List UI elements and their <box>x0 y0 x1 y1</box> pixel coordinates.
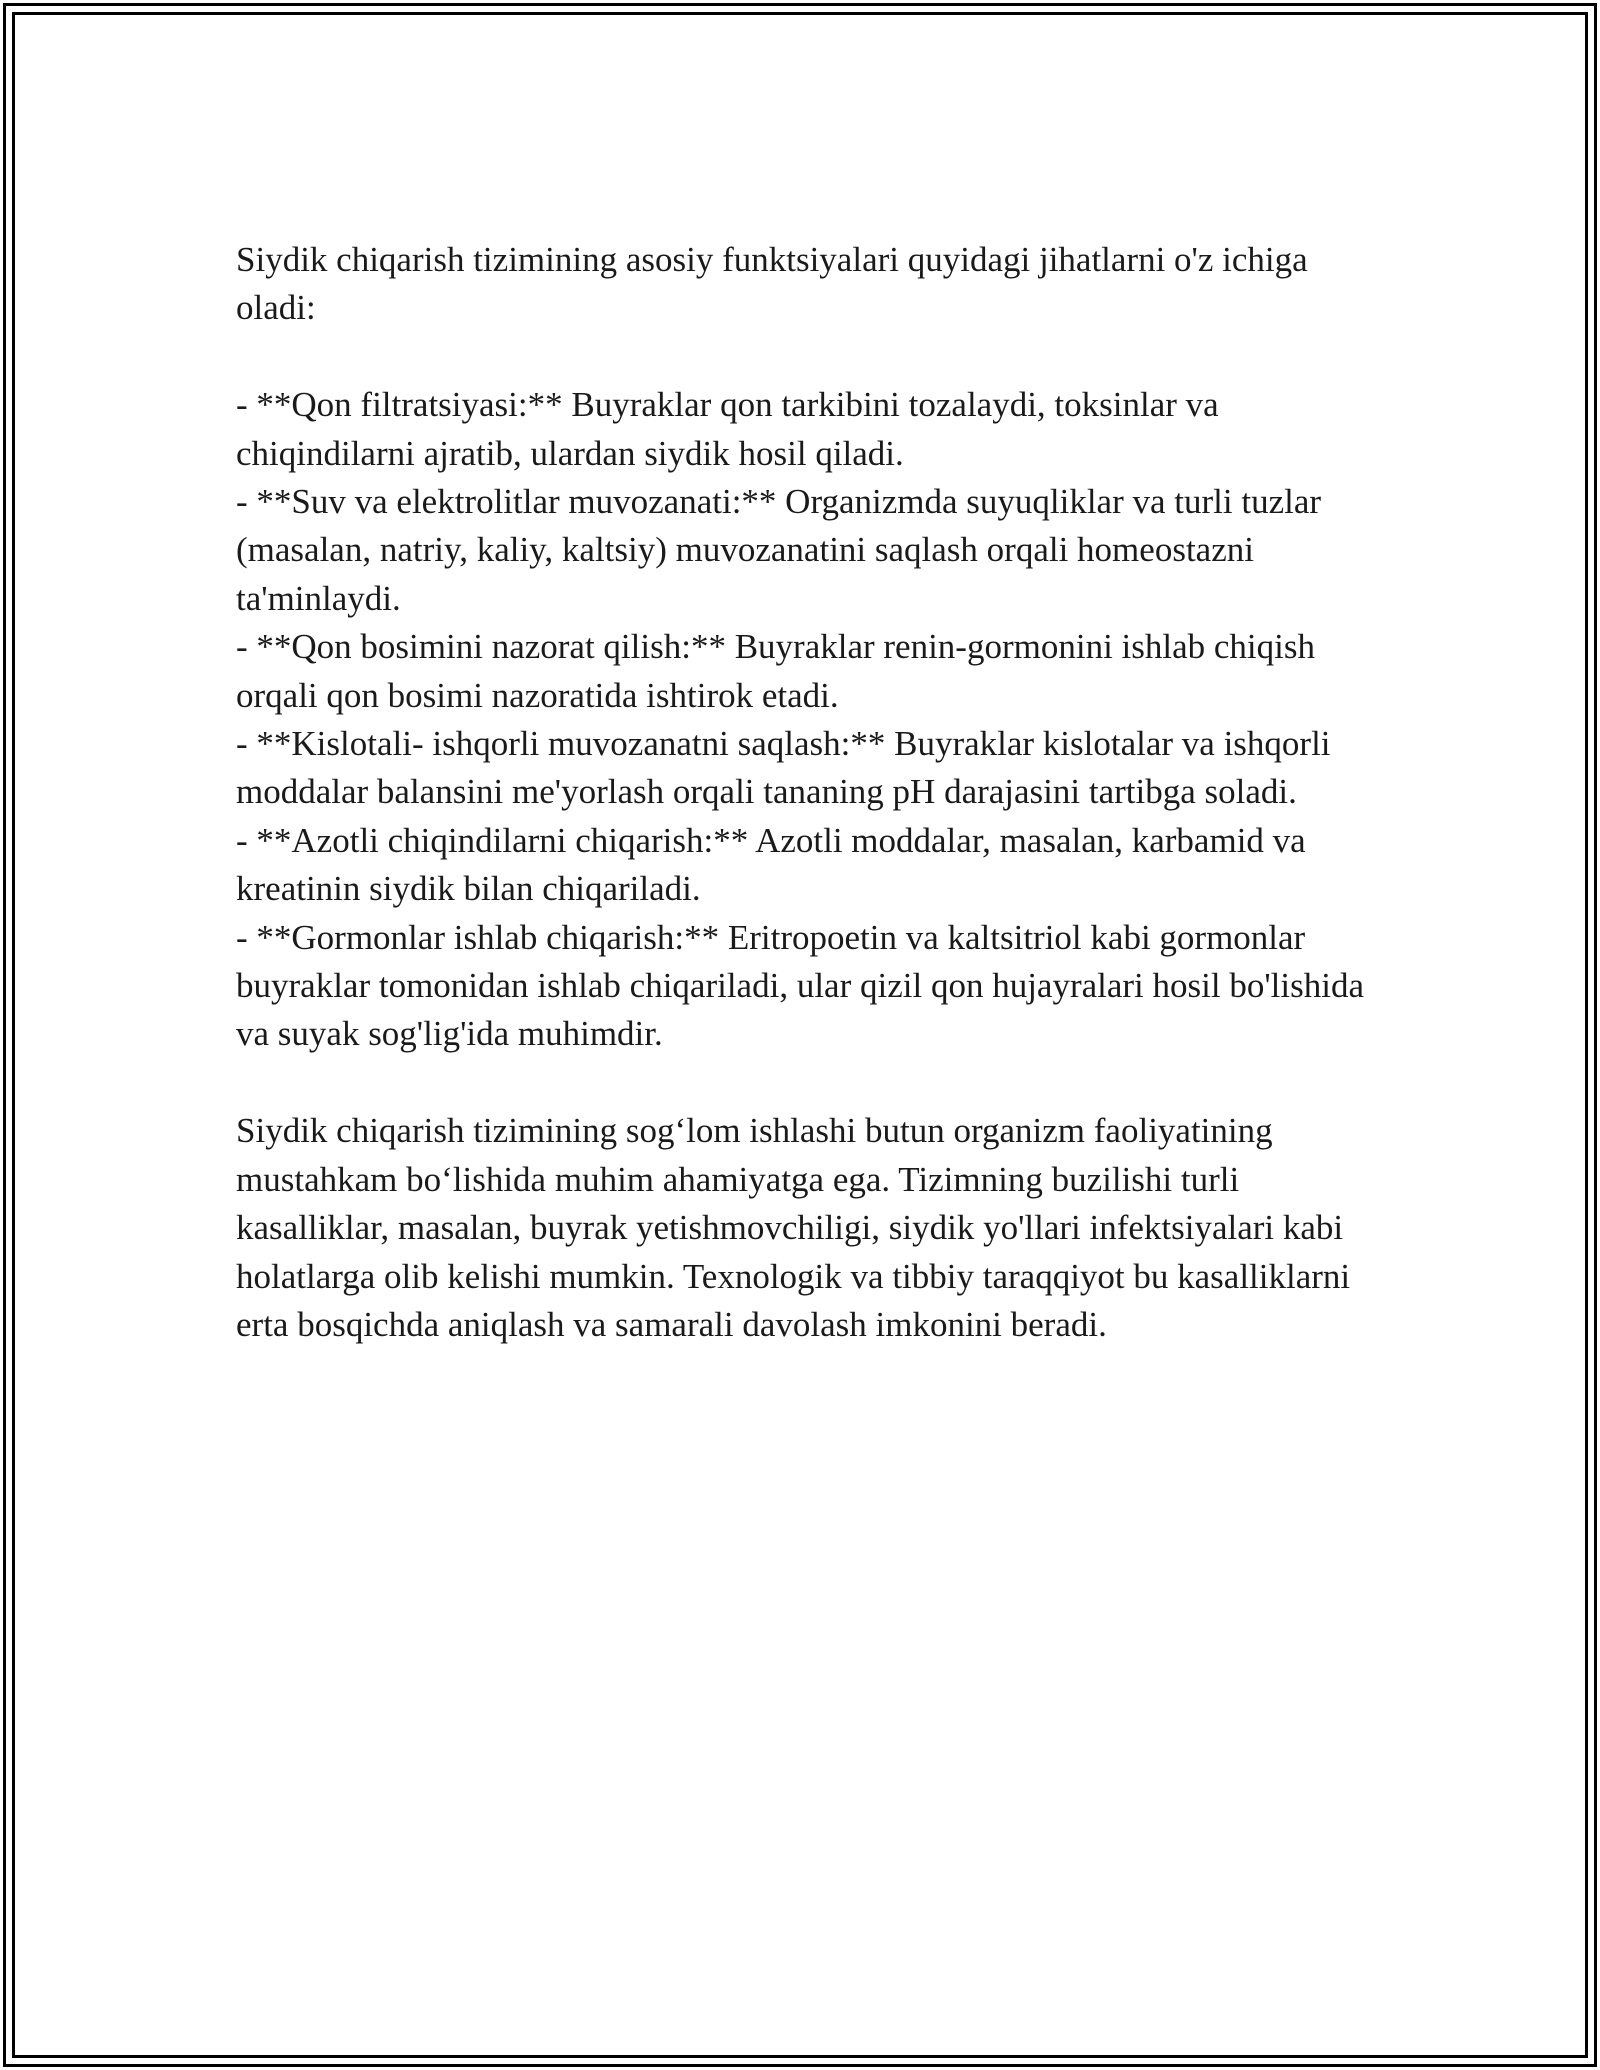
conclusion-paragraph: Siydik chiqarish tizimining sog‘lom ishlashi butun organizm faoliyatining mustahkam bo‘lishida muhim ahamiyatga ega. Tizimning buzilishi turli kasalliklar, masalan, buyrak yetishmovchiligi, siydik yo'llari infektsiyalari kabi holatlarga olib kelishi mumkin. Texnologik va tibbiy taraqqiyot bu kasalliklarni erta bosqichda aniqlash va samarali davolash imkonini beradi. <box>236 1111 1351 1344</box>
list-item: - **Suv va elektrolitlar muvozanati:** Organizmda suyuqliklar va turli tuzlar (masalan, natriy, kaliy, kaltsiy) muvozanatini saqlash orqali homeostazni ta'minlaydi. <box>236 482 1322 618</box>
paragraph-gap <box>236 1059 1376 1107</box>
list-item: - **Gormonlar ishlab chiqarish:** Eritropoetin va kaltsitriol kabi gormonlar buyraklar tomonidan ishlab chiqariladi, ular qizil qon hujayralari hosil bo'lishida va suyak sog'lig'ida muhimdir. <box>236 917 1364 1054</box>
function-list <box>236 381 1376 1059</box>
document-body <box>236 236 1376 1349</box>
paragraph-gap <box>236 333 1376 381</box>
list-item: - **Kislotali- ishqorli muvozanatni saqlash:** Buyraklar kislotalar va ishqorli moddalar balansini me'yorlash orqali tananing pH darajasini tartibga soladi. <box>236 724 1331 812</box>
list-item: - **Qon filtratsiyasi:** Buyraklar qon tarkibini tozalaydi, toksinlar va chiqindilarni ajratib, ulardan siydik hosil qiladi. <box>236 385 1219 473</box>
list-item: - **Azotli chiqindilarni chiqarish:** Azotli moddalar, masalan, karbamid va kreatinin siydik bilan chiqariladi. <box>236 820 1306 909</box>
intro-paragraph: Siydik chiqarish tizimining asosiy funktsiyalari quyidagi jihatlarni o'z ichiga oladi: <box>236 240 1308 328</box>
list-item: - **Qon bosimini nazorat qilish:** Buyraklar renin-gormonini ishlab chiqish orqali qon bosimi nazoratida ishtirok etadi. <box>236 627 1316 715</box>
